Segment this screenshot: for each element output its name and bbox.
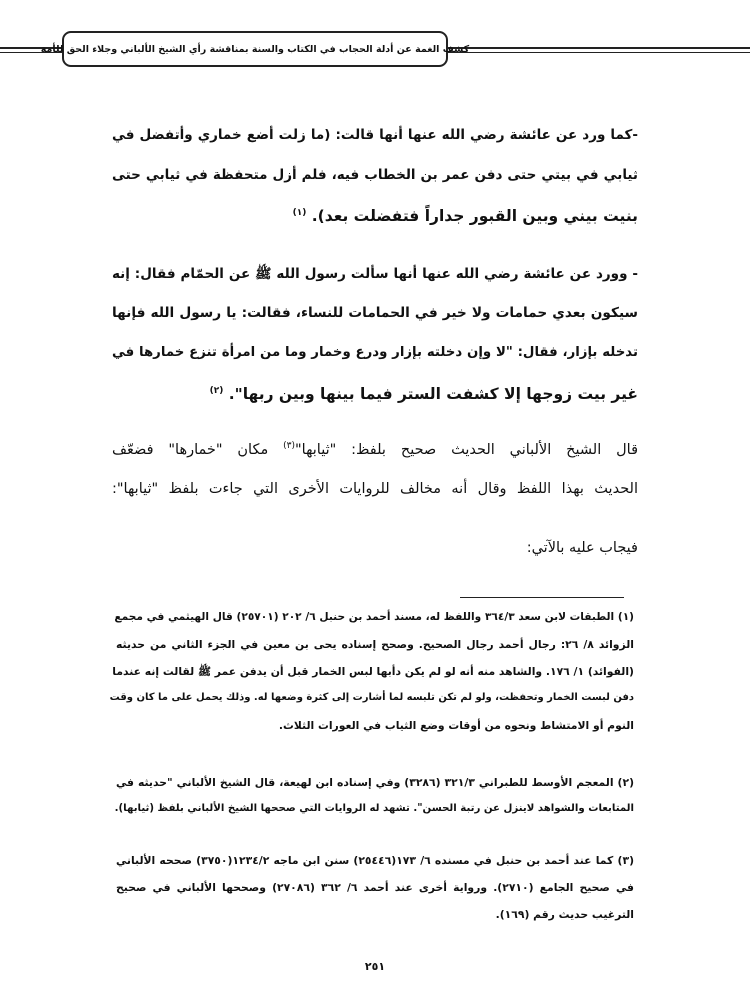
page-number: ٢٥١ bbox=[364, 960, 386, 973]
paragraph-4: فيجاب عليه بالآتي: bbox=[526, 540, 638, 556]
paragraph-2-text: غير بيت زوجها إلا كشفت الستر فيما بينها وبين ربها". bbox=[228, 385, 638, 403]
footnote-2-line-2: المتابعات والشواهد لاينزل عن رتبة الحسن". تشهد له الروايات التي صححها الشيخ الألباني بلفظ (ثيابها). bbox=[114, 803, 634, 814]
footnote-1-line-5: النوم أو الامتشاط ونحوه من أوقات وضع الثياب في العورات الثلاث. bbox=[278, 719, 634, 732]
paragraph-3-line-2: الحديث بهذا اللفظ وقال أنه مخالف للروايات الأخرى التي جاءت بلفظ "ثيابها": bbox=[112, 481, 638, 497]
paragraph-1-line-2: ثيابي في بيتي حتى دفن عمر بن الخطاب فيه، فلم أزل متحفظة في ثيابي حتى bbox=[112, 167, 638, 183]
paragraph-1-line-3 bbox=[293, 207, 638, 225]
footnote-marker-1: (١) bbox=[292, 207, 307, 218]
header-rule-right-thin bbox=[448, 52, 750, 53]
footnote-1-line-2: الزوائد ٨/ ٢٦: رجال أحمد رجال الصحيح. وصحح إسناده يحى بن معين في الجزء الثاني من حديثه bbox=[116, 638, 634, 651]
paragraph-2-line-4 bbox=[210, 385, 638, 403]
footnote-2-line-1: (٢) المعجم الأوسط للطبراني ٣٢١/٣ (٣٢٨٦) وفي إسناده ابن لهيعة، قال الشيخ الألباني "حديثه في bbox=[116, 776, 634, 789]
paragraph-2-line-3: تدخله بإزار، فقال: "لا وإن دخلته بإزار ودرع وخمار وما من امرأة تنزع خمارها في bbox=[112, 345, 638, 360]
running-header-title: كشف الغمة عن أدلة الحجاب في الكتاب والسنة بمناقشة رأي الشيخ الألباني وجلاء الحق للأمة bbox=[40, 43, 470, 55]
paragraph-1-text: بنيت بيني وبين القبور جداراً فتفضلت بعد). bbox=[311, 207, 638, 225]
footnote-marker-3: (٣) bbox=[283, 441, 295, 452]
paragraph-2-line-2: سيكون بعدي حمامات ولا خير في الحمامات للنساء، فقالت: يا رسول الله فإنها bbox=[112, 305, 638, 321]
footnote-3-line-2: في صحيح الجامع (٢٧١٠). ورواية أخرى عند أحمد ٦/ ٣٦٢ (٢٧٠٨٦) وصححها الألباني في صحيح bbox=[116, 881, 634, 894]
header-rule-right bbox=[448, 47, 750, 49]
footnote-marker-2: (٢) bbox=[209, 385, 224, 396]
paragraph-3-line-1 bbox=[112, 442, 638, 458]
footnote-3-line-3: الترغيب حديث رقم (١٦٩). bbox=[495, 908, 634, 921]
footnote-1-line-3: (الفوائد) ١/ ١٧٦. والشاهد منه أنه لو لم يكن دأبها لبس الخمار قبل أن يدفن عمر ﷺ لقالت إنه عندما bbox=[112, 665, 634, 678]
paragraph-2-line-1: - وورد عن عائشة رضي الله عنها أنها سألت رسول الله ﷺ عن الحمّام فقال: إنه bbox=[112, 266, 638, 282]
footnote-3-line-1: (٣) كما عند أحمد بن حنبل في مسنده ٦/ ١٧٣(٢٥٤٤٦) سنن ابن ماجه ١٢٣٤/٢(٣٧٥٠) صححه الألباني bbox=[116, 854, 634, 867]
footnote-1-line-1: (١) الطبقات لابن سعد ٣٦٤/٣ واللفظ له، مسند أحمد بن حنبل ٦/ ٢٠٢ (٢٥٧٠١) قال الهيثمي في مجمع bbox=[114, 611, 634, 623]
paragraph-3-end: مكان "خمارها" فضعّف bbox=[112, 442, 284, 458]
running-header bbox=[40, 31, 470, 67]
paragraph-3-start: قال الشيخ الألباني الحديث صحيح بلفظ: "ثيابها" bbox=[294, 442, 638, 458]
paragraph-1-line-1: -كما ورد عن عائشة رضي الله عنها أنها قالت: (ما زلت أضع خماري وأتفضل في bbox=[112, 127, 638, 143]
footnote-separator bbox=[460, 597, 624, 598]
footnote-1-line-4: دفن لبست الخمار وتحفظت، ولو لم تكن تلبسه لما أشارت إلى كثرة وضعها له. وذلك يحمل على ما كان وقت bbox=[109, 692, 634, 703]
